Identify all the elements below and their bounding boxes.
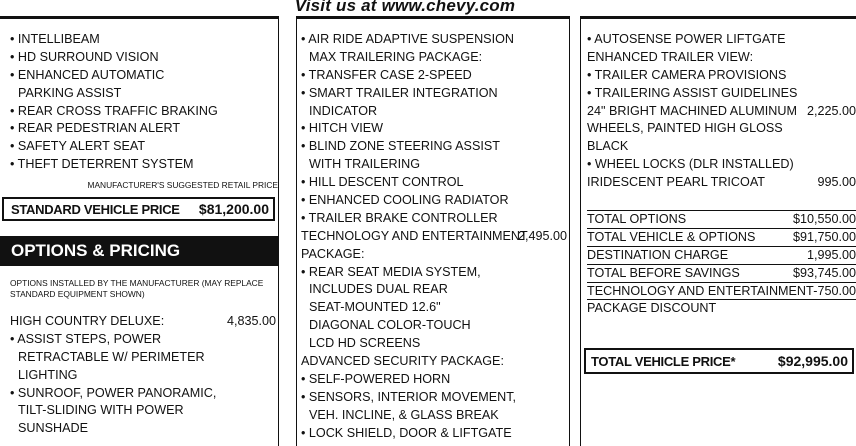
standard-features-list [10,31,278,174]
line-item [301,281,569,299]
line-text: LIGHTING [18,367,78,382]
line-text: TECHNOLOGY AND ENTERTAINMENT [587,283,814,298]
line-item [301,103,569,121]
line-text: INDICATOR [309,103,378,118]
line-item [10,402,278,420]
line-item [587,49,856,67]
line-text: SEAT-MOUNTED 12.6" [309,300,441,315]
line-item [587,85,856,103]
website-url: Visit us at www.chevy.com [294,0,516,15]
line-amount: 2,225.00 [806,103,856,118]
line-item [587,156,856,174]
msrp-caption: MANUFACTURER'S SUGGESTED RETAIL PRICE [87,180,278,190]
line-item [10,103,278,121]
line-item [10,331,278,349]
line-text: INCLUDES DUAL REAR [309,282,448,297]
line-text: LCD HD SCREENS [309,336,421,351]
line-text: DIAGONAL COLOR-TOUCH [309,318,471,333]
line-item [301,389,569,407]
line-item [301,31,569,49]
standard-price-label: STANDARD VEHICLE PRICE [11,202,180,217]
line-item [587,247,856,265]
line-amount: 2,495.00 [517,228,567,243]
line-text: ADVANCED SECURITY PACKAGE: [301,354,504,369]
line-item [10,85,278,103]
options-list-final [587,31,856,192]
line-item [587,103,856,121]
line-item [587,31,856,49]
options-heading-bar [0,236,279,266]
line-item [587,174,856,192]
line-text: TOTAL VEHICLE & OPTIONS [587,229,756,244]
line-item [301,138,569,156]
line-text: • REAR PEDESTRIAN ALERT [10,121,181,136]
standard-price-value: $81,200.00 [198,201,269,217]
line-item [301,192,569,210]
line-item [10,138,278,156]
line-item [587,283,856,301]
line-item [587,67,856,85]
line-text: • ASSIST STEPS, POWER [10,331,162,346]
line-text: • REAR SEAT MEDIA SYSTEM, [301,264,481,279]
line-item [301,335,569,353]
line-item [301,425,569,443]
line-item [301,85,569,103]
line-text: • HITCH VIEW [301,121,384,136]
line-text: PACKAGE DISCOUNT [587,301,717,316]
line-text: • ENHANCED AUTOMATIC [10,67,165,82]
line-item [10,156,278,174]
line-item [587,300,856,318]
line-text: DESTINATION CHARGE [587,247,729,262]
line-text: • HD SURROUND VISION [10,49,159,64]
total-vehicle-price-box [584,348,854,374]
line-item [301,49,569,67]
line-text: • WHEEL LOCKS (DLR INSTALLED) [587,157,794,172]
line-text: • TRAILER BRAKE CONTROLLER [301,210,498,225]
line-text: • TRAILERING ASSIST GUIDELINES [587,85,798,100]
line-amount: $10,550.00 [792,212,856,226]
line-text: • LOCK SHIELD, DOOR & LIFTGATE [301,425,512,440]
line-text: SUNSHADE [18,421,88,436]
line-item [301,67,569,85]
line-text: • AIR RIDE ADAPTIVE SUSPENSION [301,32,514,46]
line-item [10,349,278,367]
total-price-value: $92,995.00 [777,353,848,369]
column-top-rule [0,16,278,19]
line-amount: 4,835.00 [226,314,276,328]
line-text: MAX TRAILERING PACKAGE: [309,49,483,64]
line-item [587,120,856,138]
line-text: • SENSORS, INTERIOR MOVEMENT, [301,389,517,404]
line-item [301,353,569,371]
line-text: • HILL DESCENT CONTROL [301,175,464,190]
column-top-rule [581,16,856,19]
line-item [10,385,278,403]
line-item [10,120,278,138]
options-list [10,313,278,438]
totals-list [587,211,856,318]
column-top-rule [297,16,569,19]
line-item [301,156,569,174]
line-text: PACKAGE: [301,246,365,261]
line-item [10,420,278,438]
line-item [587,138,856,156]
line-item [10,313,278,331]
line-text: WITH TRAILERING [309,157,421,172]
line-text: BLACK [587,139,629,154]
line-item [301,174,569,192]
options-list-continued [301,31,569,442]
line-text: • SMART TRAILER INTEGRATION [301,85,498,100]
line-text: RETRACTABLE W/ PERIMETER [18,349,205,364]
line-text: • TRAILER CAMERA PROVISIONS [587,67,787,82]
column-standard-and-options [0,16,279,446]
line-item [301,120,569,138]
line-item [301,246,569,264]
line-text: • BLIND ZONE STEERING ASSIST [301,139,500,154]
line-text: • AUTOSENSE POWER LIFTGATE [587,32,786,46]
line-item [301,210,569,228]
line-text: IRIDESCENT PEARL TRICOAT [587,175,765,190]
line-text: • SELF-POWERED HORN [301,371,451,386]
column-totals [580,16,856,446]
line-item [301,299,569,317]
line-text: • REAR CROSS TRAFFIC BRAKING [10,103,218,118]
line-amount: 995.00 [817,175,856,190]
line-item [587,265,856,283]
line-text: • SAFETY ALERT SEAT [10,139,146,154]
standard-price-box [2,197,275,221]
line-text: TOTAL BEFORE SAVINGS [587,265,740,280]
line-item [10,67,278,85]
line-text: • INTELLIBEAM [10,32,100,46]
line-item [301,371,569,389]
line-item [301,228,569,246]
line-item [301,407,569,425]
line-text: ENHANCED TRAILER VIEW: [587,49,754,64]
line-text: • SUNROOF, POWER PANORAMIC, [10,385,217,400]
options-heading: OPTIONS & PRICING [11,241,181,260]
line-text: 24" BRIGHT MACHINED ALUMINUM [587,103,797,118]
total-price-label: TOTAL VEHICLE PRICE* [591,354,736,369]
line-item [10,49,278,67]
line-text: WHEELS, PAINTED HIGH GLOSS [587,121,783,136]
line-text: TECHNOLOGY AND ENTERTAINMENT [301,228,528,243]
line-text: TOTAL OPTIONS [587,212,687,226]
line-item [301,264,569,282]
line-amount: 1,995.00 [806,247,856,262]
line-text: PARKING ASSIST [18,85,122,100]
line-item [10,31,278,49]
line-text: TILT-SLIDING WITH POWER [18,403,184,418]
line-item [587,229,856,247]
line-text: HIGH COUNTRY DELUXE: [10,314,165,328]
line-item [10,367,278,385]
line-text: • THEFT DETERRENT SYSTEM [10,157,194,172]
line-text: VEH. INCLINE, & GLASS BREAK [309,407,499,422]
column-options-continued [296,16,570,446]
totals-top-divider [587,210,856,211]
line-amount: $93,745.00 [792,265,856,280]
line-text: • ENHANCED COOLING RADIATOR [301,193,509,208]
line-item [301,317,569,335]
options-note: OPTIONS INSTALLED BY THE MANUFACTURER (MAY REPLACE STANDARD EQUIPMENT SHOWN) [10,278,264,299]
line-amount: -750.00 [813,283,856,298]
line-amount: $91,750.00 [792,229,856,244]
line-item [587,211,856,229]
line-text: • TRANSFER CASE 2-SPEED [301,67,472,82]
